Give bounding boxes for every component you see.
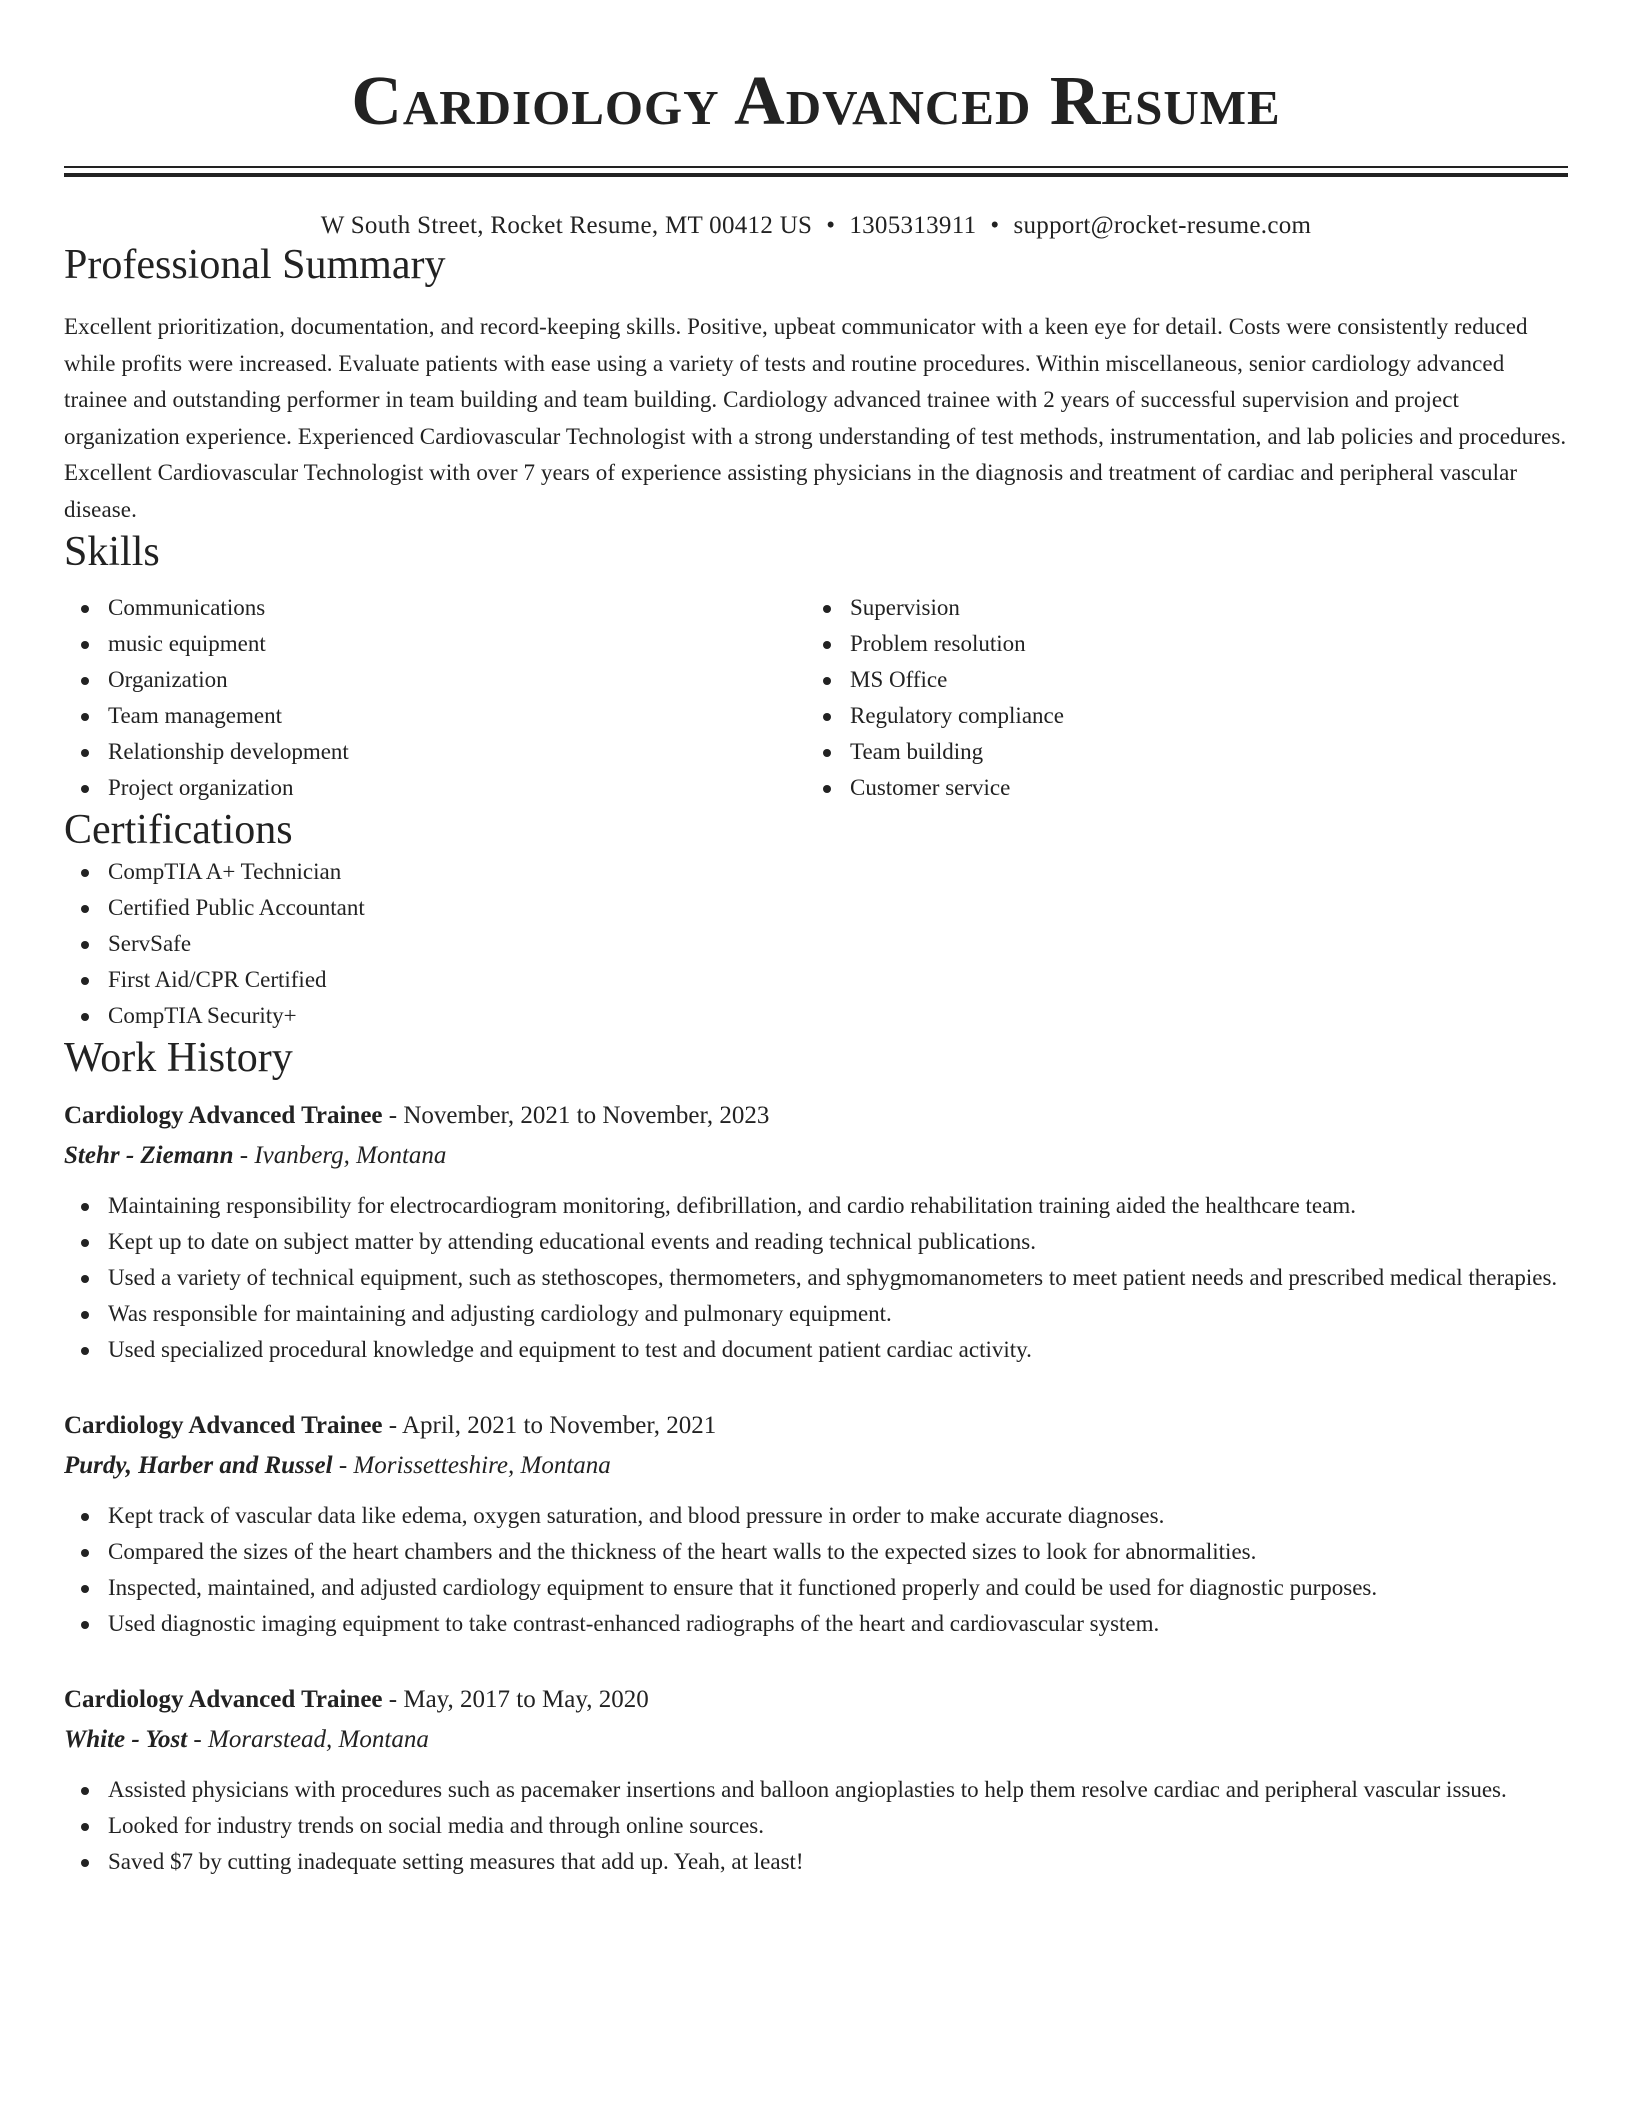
job-entry [64, 1096, 1568, 1368]
job-dates: November, 2021 to November, 2023 [403, 1102, 770, 1129]
skill-item: Communications [64, 590, 806, 626]
job-bullet: Was responsible for maintaining and adjusting cardiology and pulmonary equipment. [64, 1296, 1568, 1332]
skills-right-list [806, 590, 1548, 806]
job-bullet: Looked for industry trends on social media and through online sources. [64, 1808, 1568, 1844]
job-title-line: Cardiology Advanced Trainee - April, 2021 to November, 2021 [64, 1412, 717, 1439]
skill-item: Customer service [806, 770, 1548, 806]
certification-item: CompTIA Security+ [64, 998, 1568, 1034]
skills-left-list [64, 590, 806, 806]
job-title: Cardiology Advanced Trainee [64, 1686, 383, 1713]
certifications-list [64, 854, 1568, 1034]
certification-item: ServSafe [64, 926, 1568, 962]
skill-item: MS Office [806, 662, 1548, 698]
contact-phone: 1305313911 [849, 212, 977, 239]
job-bullet: Inspected, maintained, and adjusted cardiology equipment to ensure that it functioned properly and could be used for diagnostic purposes. [64, 1570, 1568, 1606]
job-entry [64, 1680, 1568, 1880]
skill-item: Relationship development [64, 734, 806, 770]
job-bullets [64, 1772, 1568, 1880]
skill-item: Regulatory compliance [806, 698, 1548, 734]
skills-columns [64, 590, 1568, 806]
job-bullet: Saved $7 by cutting inadequate setting measures that add up. Yeah, at least! [64, 1844, 1568, 1880]
job-title: Cardiology Advanced Trainee [64, 1102, 383, 1129]
title-divider-thin [64, 166, 1568, 168]
contact-separator: • [826, 212, 836, 239]
job-bullet: Used a variety of technical equipment, such as stethoscopes, thermometers, and sphygmomanometers to meet patient needs and prescribed medical therapies. [64, 1260, 1568, 1296]
certification-item: CompTIA A+ Technician [64, 854, 1568, 890]
job-entry [64, 1406, 1568, 1642]
job-bullets [64, 1498, 1568, 1642]
job-location: Morissetteshire, Montana [353, 1452, 611, 1479]
summary-text: Excellent prioritization, documentation, and record-keeping skills. Positive, upbeat communicator with a keen eye for detail. Costs were consistently reduced while profits were increased. Evaluate patients with ease using a variety of tests and routine procedures. Within miscellaneous, senior cardiology advanced trainee and outstanding performer in team building and team building. Cardiology advanced trainee with 2 years of successful supervision and project organization experience. Experienced Cardiovascular Technologist with a strong understanding of test methods, instrumentation, and lab policies and procedures. Excellent Cardiovascular Technologist with over 7 years of experience assisting physicians in the diagnosis and treatment of cardiac and peripheral vascular disease. [64, 314, 1567, 522]
contact-email: support@rocket-resume.com [1013, 212, 1312, 239]
job-title-line: Cardiology Advanced Trainee - May, 2017 to May, 2020 [64, 1686, 649, 1713]
job-bullet: Used specialized procedural knowledge and equipment to test and document patient cardiac activity. [64, 1332, 1568, 1368]
skill-item: music equipment [64, 626, 806, 662]
job-company: Purdy, Harber and Russel [64, 1452, 333, 1479]
summary-heading: Professional Summary [64, 242, 446, 288]
job-location: Morarstead, Montana [208, 1726, 429, 1753]
skill-item: Team building [806, 734, 1548, 770]
job-title-line: Cardiology Advanced Trainee - November, 2021 to November, 2023 [64, 1102, 770, 1129]
job-bullet: Used diagnostic imaging equipment to take contrast-enhanced radiographs of the heart and cardiovascular system. [64, 1606, 1568, 1642]
job-dates: May, 2017 to May, 2020 [403, 1686, 649, 1713]
job-company: White - Yost [64, 1726, 188, 1753]
work-history-heading: Work History [64, 1035, 293, 1081]
job-company-line: Purdy, Harber and Russel - Morissetteshire, Montana [64, 1452, 611, 1479]
certification-item: Certified Public Accountant [64, 890, 1568, 926]
skill-item: Project organization [64, 770, 806, 806]
job-dates: April, 2021 to November, 2021 [401, 1412, 717, 1439]
job-bullet: Maintaining responsibility for electrocardiogram monitoring, defibrillation, and cardio rehabilitation training aided the healthcare team. [64, 1188, 1568, 1224]
certification-item: First Aid/CPR Certified [64, 962, 1568, 998]
title-divider-thick [64, 173, 1568, 177]
resume-page [64, 0, 1568, 1880]
job-company-line: Stehr - Ziemann - Ivanberg, Montana [64, 1142, 447, 1169]
job-company-line: White - Yost - Morarstead, Montana [64, 1726, 429, 1753]
job-bullet: Assisted physicians with procedures such as pacemaker insertions and balloon angioplasties to help them resolve cardiac and peripheral vascular issues. [64, 1772, 1568, 1808]
job-location: Ivanberg, Montana [254, 1142, 447, 1169]
job-bullets [64, 1188, 1568, 1368]
contact-address: W South Street, Rocket Resume, MT 00412 US [320, 212, 813, 239]
skill-item: Organization [64, 662, 806, 698]
skill-item: Problem resolution [806, 626, 1548, 662]
contact-line [64, 211, 1568, 241]
certifications-heading: Certifications [64, 807, 293, 853]
job-bullet: Compared the sizes of the heart chambers and the thickness of the heart walls to the expected sizes to look for abnormalities. [64, 1534, 1568, 1570]
job-bullet: Kept track of vascular data like edema, oxygen saturation, and blood pressure in order to make accurate diagnoses. [64, 1498, 1568, 1534]
job-company: Stehr - Ziemann [64, 1142, 234, 1169]
skill-item: Supervision [806, 590, 1548, 626]
contact-separator: • [990, 212, 1000, 239]
job-bullet: Kept up to date on subject matter by attending educational events and reading technical publications. [64, 1224, 1568, 1260]
skill-item: Team management [64, 698, 806, 734]
resume-title: Cardiology Advanced Resume [351, 63, 1281, 140]
skills-heading: Skills [64, 529, 160, 575]
job-title: Cardiology Advanced Trainee [64, 1412, 383, 1439]
